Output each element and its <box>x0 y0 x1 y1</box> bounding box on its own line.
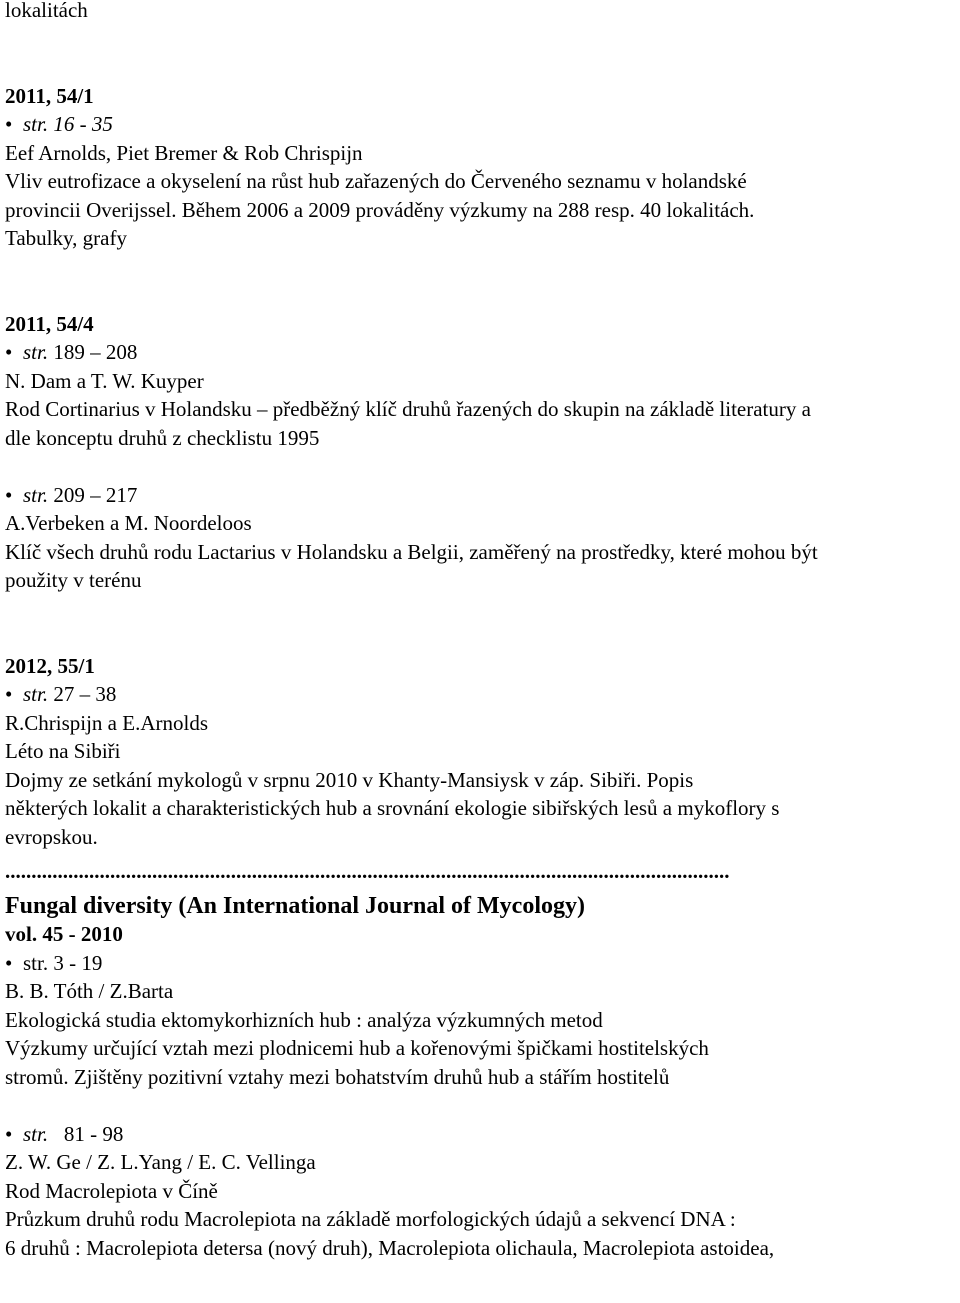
issue-heading: 2012, 55/1 <box>5 653 95 678</box>
text-line: stromů. Zjištěny pozitivní vztahy mezi bohatstvím druhů hub a stářím hostitelů <box>5 1064 670 1089</box>
text-line: evropskou. <box>5 824 98 849</box>
text-line: Rod Cortinarius v Holandsku – předběžný klíč druhů řazených do skupin na základě literatury a <box>5 397 811 421</box>
authors: R.Chrispijn a E.Arnolds <box>5 710 208 735</box>
text-line: provincii Overijssel. Během 2006 a 2009 prováděny výzkumy na 288 resp. 40 lokalitách. <box>5 197 755 222</box>
text-line: použity v terénu <box>5 568 142 592</box>
page-label: str. <box>23 340 49 364</box>
text-line: Vliv eutrofizace a okyselení na růst hub zařazených do Červeného seznamu v holandské <box>5 169 747 193</box>
separator: .......................................................................................................................................... <box>5 859 730 883</box>
text-line: lokalitách <box>5 0 88 22</box>
text-line: dle konceptu druhů z checklistu 1995 <box>5 425 320 450</box>
volume-heading: vol. 45 - 2010 <box>5 922 123 946</box>
authors: A.Verbeken a M. Noordeloos <box>5 511 252 535</box>
page-range-line <box>5 338 960 367</box>
page-range: 81 - 98 <box>63 1121 124 1146</box>
page-label: str. <box>23 112 49 136</box>
page-range: 16 - 35 <box>53 112 113 136</box>
bullet-icon: • <box>5 950 13 975</box>
text-line: Dojmy ze setkání mykologů v srpnu 2010 v Khanty-Mansiysk v záp. Sibiři. Popis <box>5 767 694 792</box>
issue-heading: 2011, 54/1 <box>5 83 94 108</box>
page-label: str. <box>23 482 49 507</box>
page-range-line <box>5 949 960 978</box>
authors: Z. W. Ge / Z. L.Yang / E. C. Vellinga <box>5 1150 316 1174</box>
authors: B. B. Tóth / Z.Barta <box>5 979 174 1003</box>
spacer <box>5 25 960 82</box>
journal-title: Fungal diversity (An International Journal of Mycology) <box>5 892 585 919</box>
page-range-line <box>5 110 960 139</box>
text-line: 6 druhů : Macrolepiota detersa (nový druh), Macrolepiota olichaula, Macrolepiota astoidea, <box>5 1235 775 1260</box>
article-title: Léto na Sibiři <box>5 739 121 763</box>
text-line: Průzkum druhů rodu Macrolepiota na základě morfologických údajů a sekvencí DNA : <box>5 1207 736 1231</box>
spacer <box>5 253 960 310</box>
spacer <box>5 452 960 481</box>
document-page <box>5 0 960 1262</box>
authors: N. Dam a T. W. Kuyper <box>5 368 204 393</box>
page-range: str. 3 - 19 <box>23 950 103 975</box>
issue-heading: 2011, 54/4 <box>5 311 94 336</box>
page-range: 209 – 217 <box>53 482 138 507</box>
page-range-line <box>5 481 960 510</box>
bullet-icon: • <box>5 340 13 364</box>
article-title: Rod Macrolepiota v Číně <box>5 1178 218 1203</box>
page-range-line <box>5 1120 960 1149</box>
bullet-icon: • <box>5 482 13 507</box>
page-range: 189 – 208 <box>53 340 138 364</box>
text-line: Klíč všech druhů rodu Lactarius v Holandsku a Belgii, zaměřený na prostředky, které mohou být <box>5 539 818 564</box>
bullet-icon: • <box>5 1121 13 1146</box>
text-line: Výzkumy určující vztah mezi plodnicemi hub a kořenovými špičkami hostitelských <box>5 1036 709 1060</box>
text-line: některých lokalit a charakteristických hub a srovnání ekologie sibiřských lesů a mykoflory s <box>5 796 780 820</box>
spacer <box>5 1091 960 1120</box>
text-line: Tabulky, grafy <box>5 226 127 250</box>
bullet-icon: • <box>5 682 13 706</box>
article-title: Ekologická studia ektomykorhizních hub : analýza výzkumných metod <box>5 1007 603 1032</box>
authors: Eef Arnolds, Piet Bremer & Rob Chrispijn <box>5 140 363 165</box>
page-range: 27 – 38 <box>53 682 117 706</box>
spacer <box>5 595 960 652</box>
bullet-icon: • <box>5 112 13 136</box>
page-range-line <box>5 680 960 709</box>
page-label: str. <box>23 1121 49 1146</box>
page-label: str. <box>23 682 49 706</box>
